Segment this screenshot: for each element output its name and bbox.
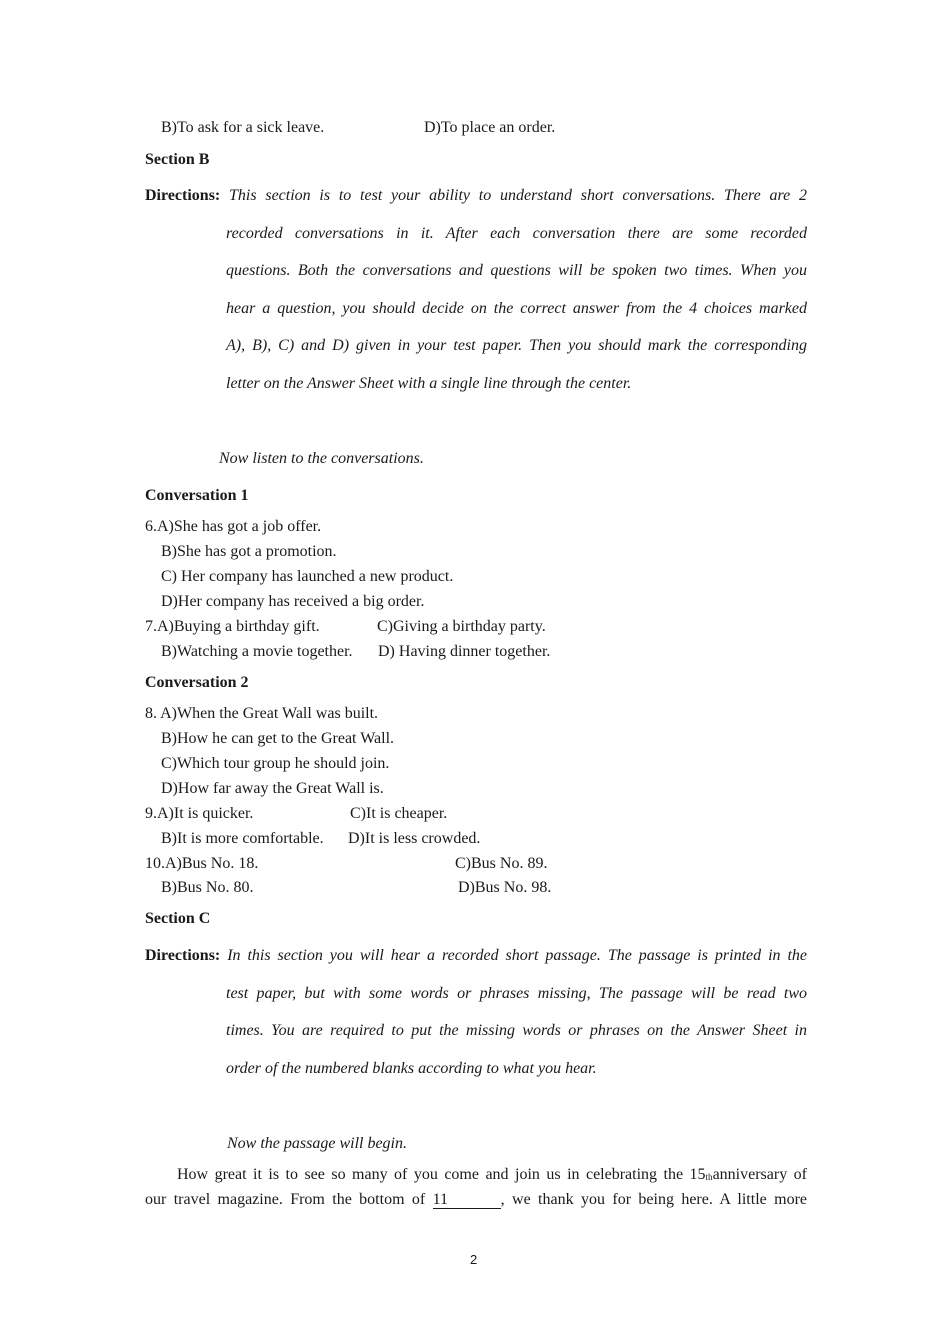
q8-option-b: B)How he can get to the Great Wall. [161,730,395,747]
passage-line-2: our travel magazine. From the bottom of 11 , we thank you for being here. A little more [145,1191,807,1208]
q8-option-a: 8. A)When the Great Wall was built. [145,705,379,722]
q8-option-c: C)Which tour group he should join. [161,755,390,772]
q6-option-d: D)Her company has received a big order. [161,593,425,610]
section-c-directions-line-1: Directions: In this section you will hear a recorded short passage. The passage is printed in the [145,947,808,964]
q8-option-d: D)How far away the Great Wall is. [161,780,384,797]
section-b-directions [145,186,807,396]
section-b-directions-line-4: hear a question, you should decide on the correct answer from the 4 choices marked [226,300,807,317]
section-b-listen-instruction: Now listen to the conversations. [219,450,424,467]
section-b-directions-line-2: recorded conversations in it. After each conversation there are some recorded [226,225,807,242]
section-b-directions-line-5: A), B), C) and D) given in your test paper. Then you should mark the corresponding [226,337,807,354]
section-b-directions-label: Directions: [145,187,221,204]
section-c-directions [145,946,807,1078]
section-c-directions-label: Directions: [145,947,221,964]
q10-option-a: 10.A)Bus No. 18. [145,855,259,872]
q6-option-b: B)She has got a promotion. [161,543,337,560]
q10-option-c: C)Bus No. 89. [455,855,548,872]
section-c-directions-line-2: test paper, but with some words or phrases missing, The passage will be read two [226,985,807,1002]
section-b-directions-line-1: Directions: This section is to test your ability to understand short conversations. There are 2 [145,187,808,204]
q7-option-a: 7.A)Buying a birthday gift. [145,618,320,635]
section-c-directions-line-3: times. You are required to put the missing words or phrases on the Answer Sheet in [226,1022,807,1039]
q9-option-c: C)It is cheaper. [350,805,448,822]
q7-option-c: C)Giving a birthday party. [377,618,546,635]
q6-option-c: C) Her company has launched a new product. [161,568,454,585]
passage-line-1: How great it is to see so many of you come and join us in celebrating the 15thanniversary of [177,1166,807,1183]
q7-option-d: D) Having dinner together. [378,643,551,660]
page-number: 2 [470,1252,478,1267]
section-b-title: Section B [145,151,210,168]
q10-option-b: B)Bus No. 80. [161,879,254,896]
section-c-begin-instruction: Now the passage will begin. [227,1135,407,1152]
answer-blank-11: 11 [433,1192,501,1209]
section-c-title: Section C [145,910,211,927]
q9-option-b: B)It is more comfortable. [161,830,324,847]
section-b-directions-line-3: questions. Both the conversations and questions will be spoken two times. When you [226,262,807,279]
q9-option-a: 9.A)It is quicker. [145,805,254,822]
q10-option-d: D)Bus No. 98. [458,879,552,896]
q6-option-a: 6.A)She has got a job offer. [145,518,322,535]
q5-option-d: D)To place an order. [424,119,556,136]
ordinal-suffix: th [705,1172,713,1182]
q7-option-b: B)Watching a movie together. [161,643,353,660]
q5-option-b: B)To ask for a sick leave. [161,119,325,136]
section-b-directions-line-6: letter on the Answer Sheet with a single line through the center. [226,375,632,392]
q9-option-d: D)It is less crowded. [348,830,481,847]
conversation-1-title: Conversation 1 [145,487,249,504]
section-c-directions-line-4: order of the numbered blanks according to what you hear. [226,1060,597,1077]
conversation-2-title: Conversation 2 [145,674,249,691]
